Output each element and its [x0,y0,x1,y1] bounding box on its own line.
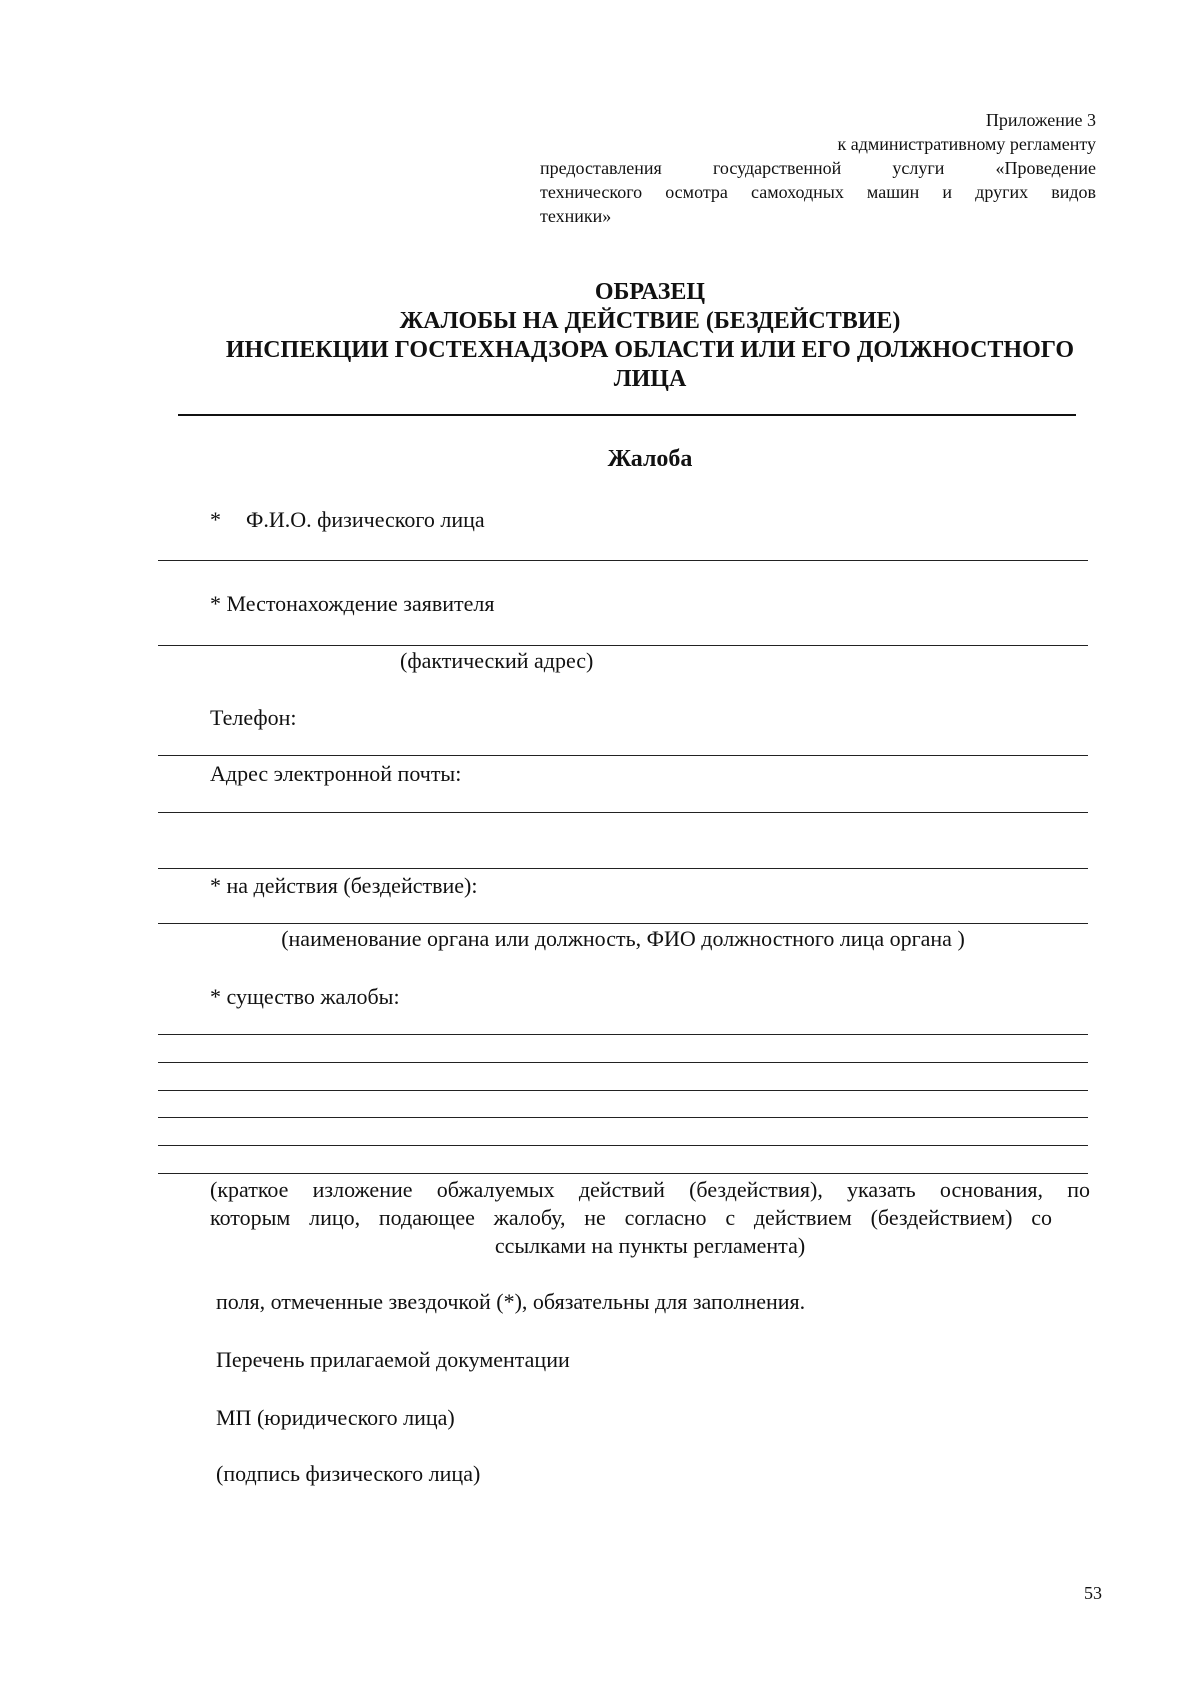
title-line-4: ЛИЦА [613,366,687,392]
actions-label: * на действия (бездействие): [210,873,478,898]
appendix-line-4: технического осмотра самоходных машин и других видов [540,182,1096,202]
essence-line-3[interactable] [158,1090,1088,1091]
page-number: 53 [1084,1583,1102,1603]
essence-label: * существо жалобы: [210,984,400,1009]
fio-asterisk: * [210,507,221,532]
fio-line[interactable] [158,560,1088,561]
essence-line-2[interactable] [158,1062,1088,1063]
title-line-2: ЖАЛОБЫ НА ДЕЙСТВИЕ (БЕЗДЕЙСТВИЕ) [399,308,901,334]
seal-label: МП (юридического лица) [216,1405,455,1430]
essence-hint-line-3: ссылками на пункты регламента) [494,1233,806,1258]
title-line-3: ИНСПЕКЦИИ ГОСТЕХНАДЗОРА ОБЛАСТИ ИЛИ ЕГО ДОЛЖНОСТНОГО [225,337,1075,363]
title-divider [178,414,1076,416]
form-heading: Жалоба [607,446,693,472]
appendix-line-3: предоставления государственной услуги «Проведение [540,158,1096,178]
signature-label: (подпись физического лица) [216,1461,481,1486]
email-line-extra[interactable] [158,868,1088,869]
essence-line-5[interactable] [158,1145,1088,1146]
location-label: * Местонахождение заявителя [210,591,495,616]
title-line-1: ОБРАЗЕЦ [594,279,706,305]
phone-label: Телефон: [210,705,297,730]
essence-line-6[interactable] [158,1173,1088,1174]
essence-hint-line-1: (краткое изложение обжалуемых действий (бездействия), указать основания, по [210,1177,1090,1202]
email-label: Адрес электронной почты: [210,761,462,786]
essence-line-4[interactable] [158,1117,1088,1118]
appendix-line-2: к административному регламенту [837,134,1096,154]
phone-line[interactable] [158,755,1088,756]
actions-hint: (наименование органа или должность, ФИО должностного лица органа ) [281,926,965,951]
location-hint: (фактический адрес) [400,648,594,673]
document-title [180,278,1120,394]
location-line[interactable] [158,645,1088,646]
required-note: поля, отмеченные звездочкой (*), обязательны для заполнения. [216,1289,806,1314]
appendix-line-5: техники» [540,206,612,226]
email-line[interactable] [158,812,1088,813]
appendix-note [540,108,1096,228]
essence-line-1[interactable] [158,1034,1088,1035]
actions-line[interactable] [158,923,1088,924]
fio-label: Ф.И.О. физического лица [246,507,485,532]
essence-hint-line-2: которым лицо, подающее жалобу, не согласно с действием (бездействием) со [210,1205,1052,1230]
appendix-line-1: Приложение 3 [985,110,1096,130]
attachments-label: Перечень прилагаемой документации [216,1347,570,1372]
essence-hint [210,1176,1090,1260]
